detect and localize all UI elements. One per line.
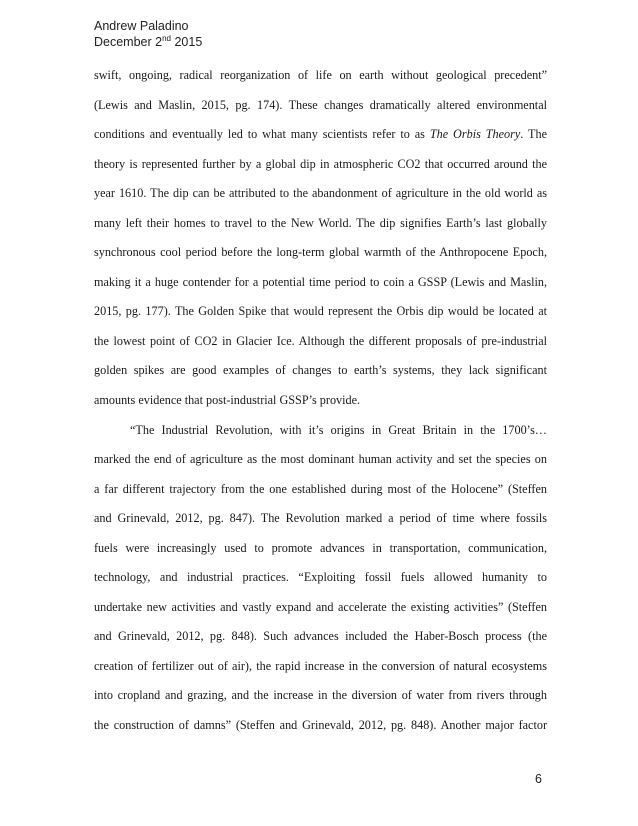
text-line: creation of fertilizer out of air), the rapid increase in the conversion of natural ecosystems	[94, 658, 547, 673]
text-line: golden spikes are good examples of changes to earth’s systems, they lack significant	[94, 363, 547, 378]
text-line: year 1610. The dip can be attributed to the abandonment of agriculture in the old world as	[94, 186, 547, 201]
text-line: a far different trajectory from the one established during most of the Holocene” (Steffen	[94, 481, 547, 496]
text-line: the lowest point of CO2 in Glacier Ice. Although the different proposals of pre-industrial	[94, 333, 547, 348]
text-line: and Grinevald, 2012, pg. 847). The Revolution marked a period of time where fossils	[94, 511, 547, 526]
body-text	[94, 67, 547, 747]
date-ordinal-suffix: nd	[162, 33, 171, 43]
text-line: marked the end of agriculture as the most dominant human activity and set the species on	[94, 452, 547, 467]
date-year: 2015	[171, 35, 203, 49]
text-line: technology, and industrial practices. “Exploiting fossil fuels allowed humanity to	[94, 570, 547, 585]
italic-title: The Orbis Theory	[429, 127, 521, 142]
text-line: undertake new activities and vastly expand and accelerate the existing activities” (Steffen	[94, 599, 547, 614]
text-line: many left their homes to travel to the New World. The dip signifies Earth’s last globally	[94, 215, 547, 230]
author-name: Andrew Paladino	[94, 19, 189, 33]
text-line: into cropland and grazing, and the increase in the diversion of water from rivers through	[94, 688, 547, 703]
date-prefix: December 2	[94, 35, 163, 49]
page-number: 6	[535, 772, 542, 786]
paragraph-first-line: “The Industrial Revolution, with it’s origins in Great Britain in the 1700’s…	[130, 422, 547, 437]
text-line: and Grinevald, 2012, pg. 848). Such advances included the Haber-Bosch process (the	[94, 629, 547, 644]
running-header	[94, 18, 202, 50]
text-line: the construction of damns” (Steffen and Grinevald, 2012, pg. 848). Another major factor	[94, 718, 547, 733]
text-line: swift, ongoing, radical reorganization of life on earth without geological precedent”	[94, 68, 547, 82]
text-line: synchronous cool period before the long-term global warmth of the Anthropocene Epoch,	[94, 245, 547, 260]
text-line: 2015, pg. 177). The Golden Spike that would represent the Orbis dip would be located at	[94, 304, 547, 319]
paragraph-end-line: amounts evidence that post-industrial GSSP’s provide.	[94, 393, 361, 408]
text-segment: . The	[520, 127, 547, 142]
text-line: making it a huge contender for a potential time period to coin a GSSP (Lewis and Maslin,	[94, 274, 547, 289]
text-line: fuels were increasingly used to promote advances in transportation, communication,	[94, 540, 547, 555]
text-segment: conditions and eventually led to what many scientists refer to as	[94, 127, 430, 142]
header-date	[94, 34, 202, 50]
text-line	[94, 126, 547, 156]
text-line: theory is represented further by a global dip in atmospheric CO2 that occurred around the	[94, 156, 547, 171]
text-line: (Lewis and Maslin, 2015, pg. 174). These changes dramatically altered environmental	[94, 97, 547, 112]
